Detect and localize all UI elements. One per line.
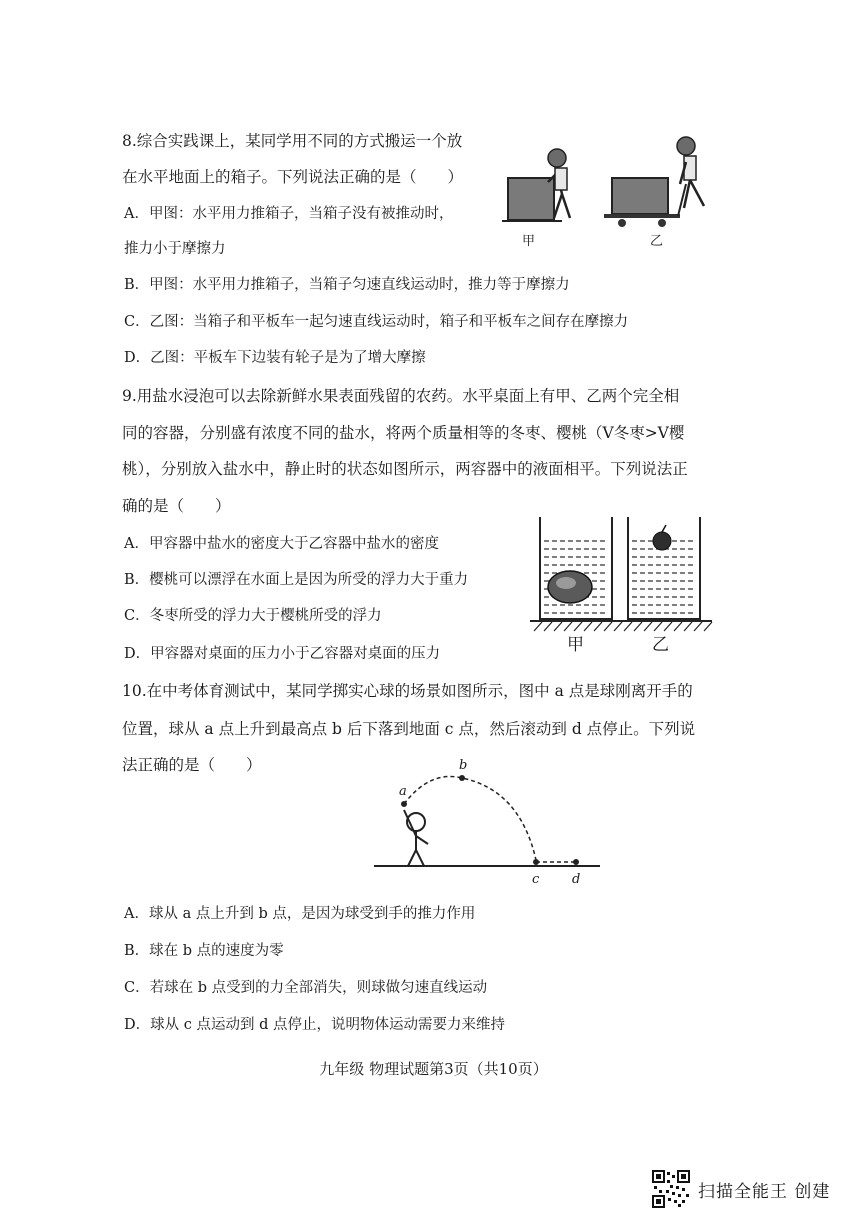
q10-option-b: B．球在 b 点的速度为零 (124, 943, 284, 959)
q10-point-a: a (399, 784, 407, 799)
q9-option-b: B．樱桃可以漂浮在水面上是因为所受的浮力大于重力 (124, 572, 469, 588)
q10-option-c: C．若球在 b 点受到的力全部消失，则球做匀速直线运动 (124, 980, 488, 996)
q8-stem-line1: 8.综合实践课上，某同学用不同的方式搬运一个放 (122, 132, 463, 150)
q10-option-d: D．球从 c 点运动到 d 点停止，说明物体运动需要力来维持 (124, 1017, 505, 1033)
q9-stem-line4: 确的是（ ） (122, 497, 231, 515)
q10-stem-line3: 法正确的是（ ） (122, 756, 262, 774)
qr-code-icon (652, 1170, 690, 1208)
q10-stem-line2: 位置，球从 a 点上升到最高点 b 后下落到地面 c 点，然后滚动到 d 点停止。下列说 (122, 720, 696, 738)
q8-figure-label-yi: 乙 (650, 234, 664, 249)
q8-option-c: C．乙图：当箱子和平板车一起匀速直线运动时，箱子和平板车之间存在摩擦力 (124, 314, 629, 330)
q8-figure-label-jia: 甲 (522, 234, 536, 249)
q10-point-b: b (459, 758, 468, 773)
q9-option-c: C．冬枣所受的浮力大于樱桃所受的浮力 (124, 608, 382, 624)
q9-option-a: A．甲容器中盐水的密度大于乙容器中盐水的密度 (124, 536, 439, 552)
q10-point-d: d (572, 872, 581, 887)
q9-stem-line3: 桃），分别放入盐水中，静止时的状态如图所示，两容器中的液面相平。下列说法正 (122, 460, 688, 478)
q8-option-b: B．甲图：水平用力推箱子，当箱子匀速直线运动时，推力等于摩擦力 (124, 277, 570, 293)
page-footer: 九年级 物理试题第3页（共10页） (319, 1060, 548, 1078)
q10-point-c: c (532, 872, 540, 887)
q9-option-d: D．甲容器对桌面的压力小于乙容器对桌面的压力 (124, 646, 441, 662)
q10-stem-line1: 10.在中考体育测试中，某同学掷实心球的场景如图所示，图中 a 点是球刚离开手的 (122, 682, 693, 700)
q9-figure-label-jia: 甲 (567, 635, 584, 655)
q8-option-d: D．乙图：平板车下边装有轮子是为了增大摩擦 (124, 350, 426, 366)
q8-option-a-line2: 推力小于摩擦力 (124, 241, 226, 257)
q10-option-a: A．球从 a 点上升到 b 点，是因为球受到手的推力作用 (124, 906, 476, 922)
scanner-watermark (652, 1170, 830, 1208)
q9-stem-line2: 同的容器，分别盛有浓度不同的盐水，将两个质量相等的冬枣、樱桃（V冬枣>V樱 (122, 424, 685, 442)
q8-option-a-line1: A．甲图：水平用力推箱子，当箱子没有被推动时， (124, 206, 454, 222)
q8-stem-line2: 在水平地面上的箱子。下列说法正确的是（ ） (122, 168, 464, 186)
q10-figure (370, 760, 610, 880)
q9-figure (520, 515, 720, 635)
q9-figure-label-yi: 乙 (652, 635, 669, 655)
q9-stem-line1: 9.用盐水浸泡可以去除新鲜水果表面残留的农药。水平桌面上有甲、乙两个完全相 (122, 387, 680, 405)
scanner-label: 扫描全能王 创建 (698, 1181, 831, 1202)
